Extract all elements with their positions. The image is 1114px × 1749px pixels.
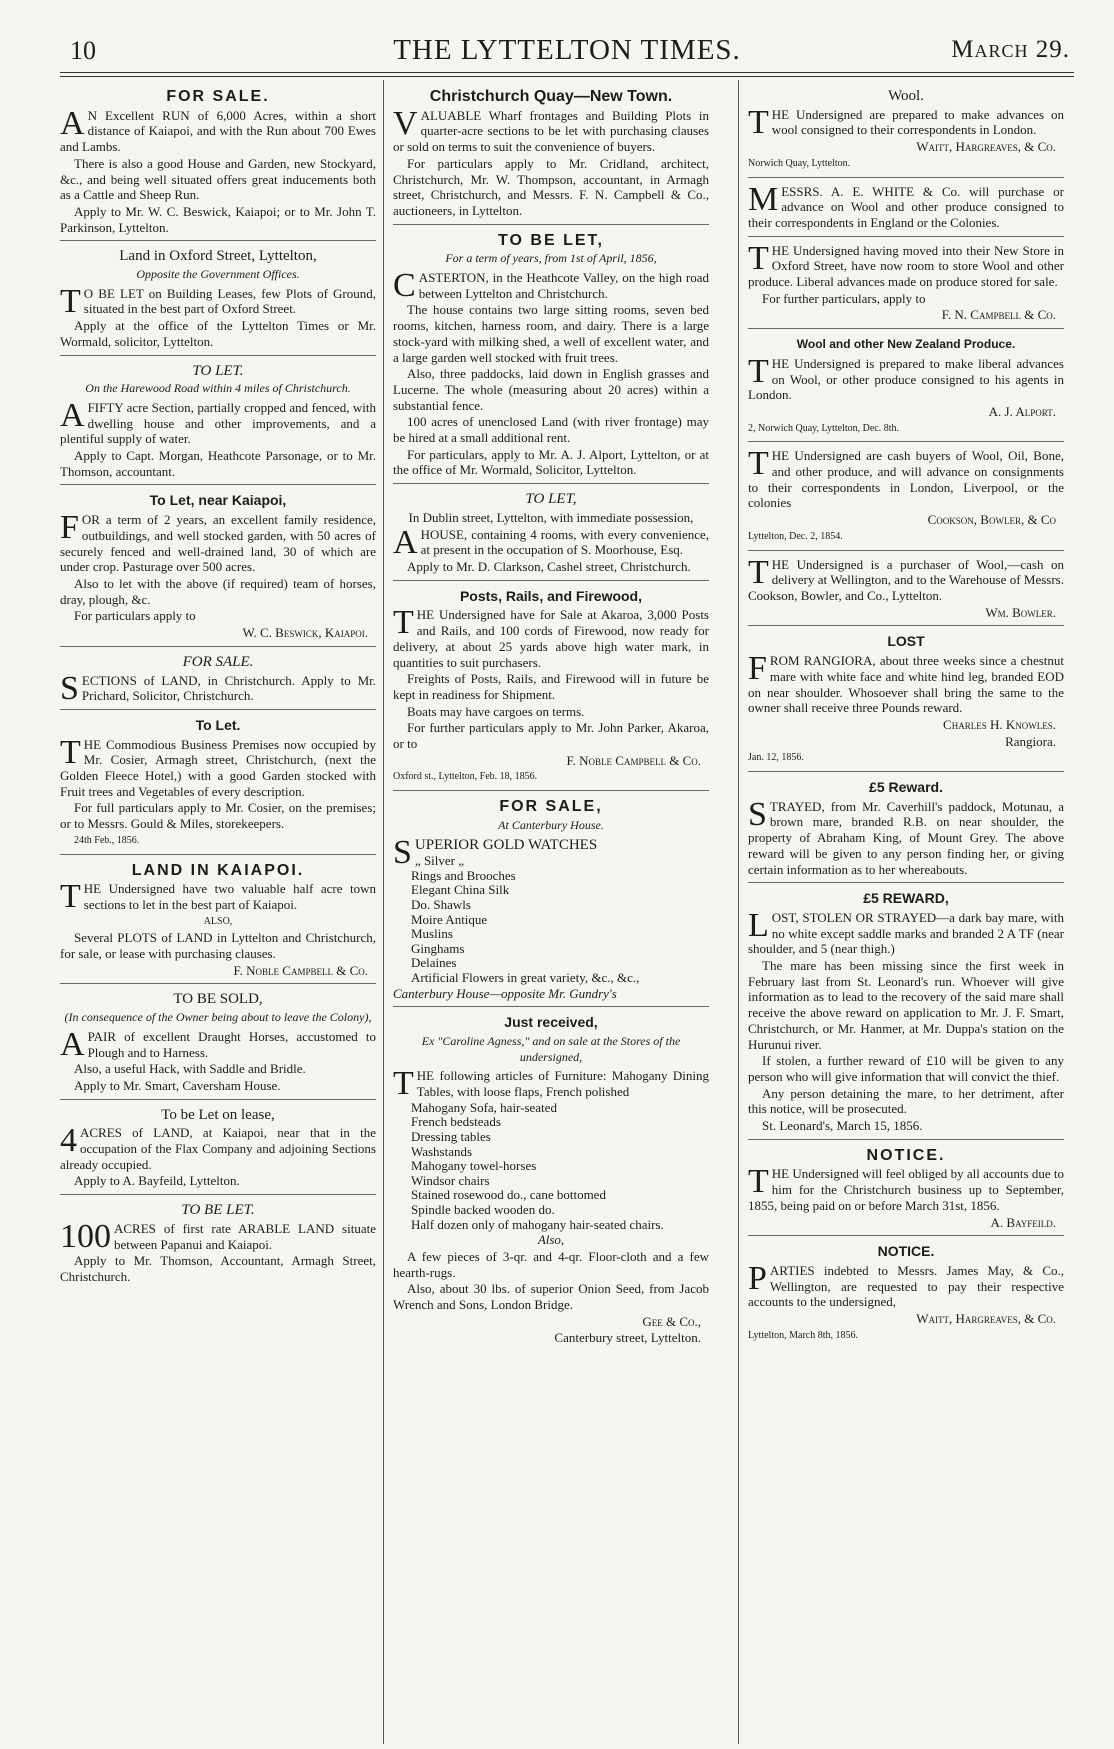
ad-subheading: Ex "Caroline Agness," and on sale at the Stores of the undersigned, xyxy=(421,1033,681,1064)
ad-signature: Waitt, Hargreaves, & Co. xyxy=(916,139,1056,155)
ad-text: Apply to Mr. D. Clarkson, Cashel street, Christchurch. xyxy=(407,558,691,574)
ad-casterton xyxy=(393,228,709,485)
ad-signature: A. Bayfeild. xyxy=(990,1214,1056,1230)
drop-cap: T xyxy=(748,352,769,390)
ad-also: Also, xyxy=(537,1232,565,1248)
list-item: Elegant China Silk xyxy=(411,882,510,898)
masthead-rule xyxy=(60,76,1074,77)
ad-cash-buyers xyxy=(748,445,1064,550)
ad-heading: FOR SALE. xyxy=(166,88,270,105)
ad-oxford-street xyxy=(60,244,376,355)
ad-dublin-street xyxy=(393,487,709,581)
drop-cap: A xyxy=(60,396,85,434)
ad-heading: LOST xyxy=(887,633,925,650)
drop-cap: T xyxy=(748,1163,769,1201)
ad-heading: TO LET, xyxy=(525,491,577,508)
list-item: Stained rosewood do., cane bottomed xyxy=(411,1187,606,1203)
drop-cap: F xyxy=(748,650,767,688)
ad-heading: Wool and other New Zealand Produce. xyxy=(796,337,1016,352)
drop-cap: T xyxy=(748,445,769,483)
drop-cap: T xyxy=(60,733,81,771)
list-item: Muslins xyxy=(411,926,453,942)
drop-cap: V xyxy=(393,104,418,142)
ad-text: N Excellent RUN of 6,000 Acres, within a short distance of Kaiapoi, and with the Run about 700 Ewes and Lambs. xyxy=(60,107,376,155)
drop-cap: C xyxy=(393,267,416,305)
list-item: Mahogany Sofa, hair-seated xyxy=(411,1099,557,1115)
goods-list xyxy=(393,854,709,985)
ad-text: Apply at the office of the Lyttelton Times or Mr. Wormald, solicitor, Lyttelton. xyxy=(60,318,376,349)
ad-arable-land xyxy=(60,1198,376,1290)
ad-five-pound-reward xyxy=(748,775,1064,883)
ad-sections-christchurch xyxy=(60,650,376,710)
ad-date: 24th Feb., 1856. xyxy=(74,834,140,846)
ad-text: HE Undersigned are prepared to make advances on wool consigned to their correspondents in London. xyxy=(771,106,1064,138)
ad-heading: TO BE LET. xyxy=(181,1202,255,1219)
drop-cap: T xyxy=(60,282,81,320)
ad-run-for-sale xyxy=(60,84,376,241)
ad-near-kaiapoi xyxy=(60,488,376,646)
ad-notice-bayfeild xyxy=(748,1143,1064,1237)
ad-white-and-co xyxy=(748,181,1064,237)
ad-text: Also to let with the above (if required) team of horses, dray, plough, &c. xyxy=(60,575,376,607)
ad-text: Also, a useful Hack, with Saddle and Bridle. xyxy=(74,1061,306,1077)
ad-date: Lyttelton, Dec. 2, 1854. xyxy=(748,530,843,542)
ad-text: There is also a good House and Garden, new Stockyard, &c., and being well situated offers great inducements both as a Cattle and Sheep Run. xyxy=(60,155,376,203)
ad-text: Apply to Mr. Thomson, Accountant, Armagh Street, Christchurch. xyxy=(60,1253,376,1284)
column-1 xyxy=(60,84,376,1744)
ad-text: Also, three paddocks, laid down in English grasses and Lucerne. The whole (measuring about 20 acres) within a substantial fence. xyxy=(393,366,709,413)
ad-land-in-kaiapoi xyxy=(60,858,376,985)
ad-text: Freights of Posts, Rails, and Firewood will in future be kept in readiness for Shipment. xyxy=(393,671,709,702)
ad-wool-purchaser xyxy=(748,554,1064,627)
list-item: „ Silver „ xyxy=(414,853,465,869)
ad-heading: Land in Oxford Street, Lyttelton, xyxy=(119,248,317,265)
ad-heading: To Let, near Kaiapoi, xyxy=(149,492,287,509)
ad-text: HE following articles of Furniture: Mahogany Dining Tables, with loose flaps, French polished xyxy=(416,1068,709,1100)
ad-lost-mare xyxy=(748,629,1064,772)
issue-date: March 29. xyxy=(951,36,1070,63)
ad-text: The mare has been missing since the first week in February last from St. Leonard's run. Whoever will give information as to lead to the recovery of the said mare shall receive the above reward on application to Mr. J. F. Smart, Christchurch, or Mr. Hanmer, at Mr. Duppa's station on the Hurunui river. xyxy=(748,958,1064,1052)
ad-text: FIFTY acre Section, partially cropped and fenced, with dwelling house and other improvements, and a plentiful supply of water. xyxy=(60,399,376,447)
drop-cap: M xyxy=(748,180,779,218)
list-item: Half dozen only of mahogany hair-seated chairs. xyxy=(411,1216,664,1232)
ad-heading: Christchurch Quay—New Town. xyxy=(429,88,673,105)
list-item: Mahogany towel-horses xyxy=(411,1158,537,1174)
column-2 xyxy=(393,84,709,1744)
ad-text: ESSRS. A. E. WHITE & Co. will purchase or advance on Wool and other produce consigned to their correspondents in England or the Colonies. xyxy=(748,183,1064,230)
ad-subheading: Opposite the Government Offices. xyxy=(136,267,300,282)
ad-place: Rangiora. xyxy=(1005,733,1056,749)
newspaper-title: THE LYTTELTON TIMES. xyxy=(393,34,741,66)
list-item: Washstands xyxy=(411,1143,473,1159)
ad-draught-horses xyxy=(60,987,376,1099)
ad-text: PAIR of excellent Draught Horses, accustomed to Plough and to Harness. xyxy=(87,1028,376,1060)
drop-cap: T xyxy=(748,103,769,141)
ad-text: If stolen, a further reward of £10 will be given to any person who will give information that will convict the thief. xyxy=(748,1053,1064,1084)
ad-text: ACRES of LAND, at Kaiapoi, near that in the occupation of the Flax Company and adjoining Sections already occupied. xyxy=(60,1125,376,1172)
drop-cap: T xyxy=(393,1065,414,1103)
ad-text: HE Undersigned are cash buyers of Wool, Oil, Bone, and other produce, and will advance on consignments to their correspondents in London, Liverpool, or the colonies xyxy=(748,448,1064,511)
ad-text: A few pieces of 3-qr. and 4-qr. Floor-cloth and a few hearth-rugs. xyxy=(393,1248,709,1280)
ad-signature: Wm. Bowler. xyxy=(985,604,1056,620)
ad-signature: A. J. Alport. xyxy=(988,403,1056,419)
ad-posts-rails-firewood xyxy=(393,584,709,791)
ad-text: O BE LET on Building Leases, few Plots of Ground, situated in the best part of Oxford Street. xyxy=(83,285,376,317)
list-item: French bedsteads xyxy=(411,1114,501,1130)
ad-text: TRAYED, from Mr. Caverhill's paddock, Motunau, a brown mare, branded R.B. on near shoulder, the property of Abraham King, of Mount Grey. The above reward will be given to any person finding her, or giving certain information as to her whereabouts. xyxy=(748,798,1064,877)
ad-signature: Charles H. Knowles. xyxy=(943,716,1056,732)
ad-heading: Just received, xyxy=(504,1014,598,1031)
ad-let-on-lease xyxy=(60,1103,376,1196)
page-number: 10 xyxy=(70,36,96,65)
ad-text: HE Undersigned is a purchaser of Wool,—cash on delivery at Wellington, and to the Warehouse of Messrs. Cookson, Bowler, and Co., Lyttelton. xyxy=(748,556,1064,603)
ad-text: Several PLOTS of LAND in Lyttelton and Christchurch, for sale, or lease with purchasing clauses. xyxy=(60,930,376,962)
ad-text: Apply to A. Bayfeild, Lyttelton. xyxy=(74,1173,240,1189)
ad-heading: FOR SALE. xyxy=(182,653,254,670)
ad-text: ACRES of first rate ARABLE LAND situate between Papanui and Kaiapoi. xyxy=(114,1220,376,1252)
ad-signature: Waitt, Hargreaves, & Co. xyxy=(916,1311,1056,1327)
ad-new-store xyxy=(748,240,1064,330)
ad-text: ASTERTON, in the Heathcote Valley, on the high road between Lyttelton and Christchurch. xyxy=(418,270,709,301)
ad-text: HE Undersigned is prepared to make liberal advances on Wool, or other produce consigned to his agents in London. xyxy=(748,355,1064,403)
ad-signature: Gee & Co., xyxy=(642,1313,701,1329)
ad-heading: TO BE LET, xyxy=(498,231,604,249)
drop-cap: P xyxy=(748,1260,767,1297)
ad-heading: Posts, Rails, and Firewood, xyxy=(459,587,643,604)
ad-text: HE Undersigned have two valuable half acre town sections to let in the best part of Kaiapoi. xyxy=(83,881,376,912)
list-item: Do. Shawls xyxy=(411,897,471,913)
ad-text: In Dublin street, Lyttelton, with immediate possession, xyxy=(408,509,694,525)
ad-text: The house contains two large sitting rooms, seven bed rooms, kitchen, harness room, and dairy. There is a large stock-yard with milking shed, a well of excellent water, and a large garden well stocked with fruit trees. xyxy=(393,302,709,365)
ad-also: ALSO, xyxy=(203,915,233,927)
drop-cap: T xyxy=(393,604,414,642)
ad-furniture xyxy=(393,1010,709,1351)
ad-text: ROM RANGIORA, about three weeks since a chestnut mare with white face and white hind leg, branded EOD on near shoulder. Whosoever shall bring the same to the owner shall receive three Pounds reward. xyxy=(748,653,1064,716)
masthead xyxy=(60,28,1074,73)
ad-nz-produce xyxy=(748,332,1064,442)
ad-text: Apply to Mr. Smart, Caversham House. xyxy=(74,1077,281,1093)
ad-text: Apply to Capt. Morgan, Heathcote Parsonage, or to Mr. Thomson, accountant. xyxy=(60,448,376,479)
ad-subheading: On the Harewood Road within 4 miles of Christchurch. xyxy=(85,381,351,396)
ad-heading: Wool. xyxy=(888,88,924,104)
ad-lost-stolen-strayed xyxy=(748,886,1064,1140)
drop-cap: A xyxy=(60,104,85,142)
list-item: Rings and Brooches xyxy=(411,867,516,883)
drop-cap: T xyxy=(60,878,81,916)
list-item: Windsor chairs xyxy=(411,1172,490,1188)
ad-date: Oxford st., Lyttelton, Feb. 18, 1856. xyxy=(393,771,538,783)
ad-text: For particulars apply to xyxy=(74,608,196,624)
ad-text: HOUSE, containing 4 rooms, with every convenience, at present in the occupation of S. Moorhouse, Esq. xyxy=(420,526,709,558)
ad-address: Canterbury street, Lyttelton. xyxy=(554,1330,701,1346)
ad-text: HE Undersigned have for Sale at Akaroa, 3,000 Posts and Rails, and 100 cords of Firewood, now ready for delivery, at about 25 yards above high water mark, in quantities to suit purchasers. xyxy=(393,607,709,670)
drop-cap: S xyxy=(60,669,79,707)
ad-date: Jan. 12, 1856. xyxy=(748,752,804,764)
list-item: Spindle backed wooden do. xyxy=(411,1201,555,1217)
ad-text: For particulars apply to Mr. Cridland, architect, Christchurch, Mr. W. Thompson, accountant, in Armagh street, Christchurch, and Messrs. F. N. Campbell & Co., auctioneers, in Lyttelton. xyxy=(393,155,709,218)
drop-cap: 4 xyxy=(60,1122,77,1160)
list-item: Delaines xyxy=(411,955,457,971)
ad-signature: W. C. Beswick, Kaiapoi. xyxy=(242,625,368,641)
ad-heading: FOR SALE, xyxy=(499,798,603,816)
ad-canterbury-house xyxy=(393,794,709,1007)
ad-text: OR a term of 2 years, an excellent family residence, outbuildings, and well stocked garden, with 50 acres of securely fenced and well-drained land, 30 of which are under crop. Pasturage over 500 acres. xyxy=(60,512,376,575)
ad-business-premises xyxy=(60,713,376,855)
drop-cap: T xyxy=(748,553,769,591)
ad-text: HE Undersigned will feel obliged by all accounts due to him for the Christchurch business up to September, 1855, being paid on or before March 31st, 1856. xyxy=(748,1166,1064,1213)
ad-text: For further particulars apply to Mr. John Parker, Akaroa, or to xyxy=(393,720,709,752)
ad-signature: F. N. Campbell & Co. xyxy=(941,307,1056,323)
drop-cap: A xyxy=(60,1025,85,1063)
drop-cap: F xyxy=(60,509,79,547)
ad-subheading: (In consequence of the Owner being about to leave the Colony), xyxy=(64,1010,372,1025)
ad-date: Lyttelton, March 8th, 1856. xyxy=(748,1329,858,1341)
ad-text: St. Leonard's, March 15, 1856. xyxy=(762,1118,923,1134)
ad-heading: To be Let on lease, xyxy=(161,1106,275,1123)
ad-text: Apply to Mr. W. C. Beswick, Kaiapoi; or to Mr. John T. Parkinson, Lyttelton. xyxy=(60,203,376,235)
ad-text: For particulars, apply to Mr. A. J. Alport, Lyttelton, or at the office of Mr. Wormald, Solicitor, Lyttelton. xyxy=(393,446,709,478)
ad-text: OST, STOLEN OR STRAYED—a dark bay mare, with no white except saddle marks and branded 2 A TF (near shoulder, and 5 (near thigh.) xyxy=(748,909,1064,957)
list-item: Dressing tables xyxy=(411,1128,491,1144)
drop-cap: T xyxy=(748,239,769,277)
ad-subheading: At Canterbury House. xyxy=(498,817,604,832)
ad-heading: £5 Reward. xyxy=(869,779,943,796)
ad-heading: NOTICE. xyxy=(866,1146,946,1164)
ad-christchurch-quay xyxy=(393,84,709,225)
ad-text: ECTIONS of LAND, in Christchurch. Apply to Mr. Prichard, Solicitor, Christchurch. xyxy=(81,672,376,704)
ad-heading: NOTICE. xyxy=(877,1243,935,1260)
drop-cap: L xyxy=(748,906,769,944)
ad-text: HE Commodious Business Premises now occupied by Mr. Cosier, Armagh street, Christchurch, (next the Golden Fleece Hotel,) with a good Garden stocked with Fruit trees and Vegetables of every description. xyxy=(60,736,376,799)
ad-text: Canterbury House—opposite Mr. Gundry's xyxy=(393,985,617,1001)
ad-heading: TO LET. xyxy=(192,362,244,379)
ad-heading: TO BE SOLD, xyxy=(173,991,263,1008)
ad-signature: Cookson, Bowler, & Co xyxy=(927,512,1056,528)
drop-cap: A xyxy=(393,523,418,561)
drop-cap: 100 xyxy=(60,1217,111,1255)
ad-harewood-road xyxy=(60,359,376,486)
list-item: Moire Antique xyxy=(411,911,488,927)
ad-text: Any person detaining the mare, to her detriment, after this notice, will be prosecuted. xyxy=(748,1085,1064,1117)
column-3 xyxy=(748,84,1064,1744)
column-rule-1 xyxy=(383,80,384,1744)
ad-date: 2, Norwich Quay, Lyttelton, Dec. 8th. xyxy=(748,422,899,434)
ad-subheading: For a term of years, from 1st of April, 1856, xyxy=(445,251,657,266)
ad-heading: LAND IN KAIAPOI. xyxy=(131,861,305,879)
ad-text: For full particulars apply to Mr. Cosier, on the premises; or to Messrs. Gould & Miles, storekeepers. xyxy=(60,800,376,832)
ad-wool xyxy=(748,84,1064,178)
ad-signature: F. Noble Campbell & Co. xyxy=(566,752,701,768)
ad-text: Boats may have cargoes on terms. xyxy=(407,703,585,719)
ad-address: Norwich Quay, Lyttelton. xyxy=(748,157,851,169)
ad-notice-james-may xyxy=(748,1239,1064,1348)
ad-heading: £5 REWARD, xyxy=(863,890,949,907)
ad-text: UPERIOR GOLD WATCHES xyxy=(414,836,598,853)
drop-cap: S xyxy=(393,833,412,871)
ad-text: For further particulars, apply to xyxy=(762,290,926,306)
ad-text: Also, about 30 lbs. of superior Onion Seed, from Jacob Wrench and Sons, London Bridge. xyxy=(393,1281,709,1312)
drop-cap: S xyxy=(748,795,767,833)
list-item: Artificial Flowers in great variety, &c., &c., xyxy=(411,969,640,985)
ad-signature: F. Noble Campbell & Co. xyxy=(233,962,368,978)
column-rule-2 xyxy=(738,80,739,1744)
ad-text: 100 acres of unenclosed Land (with river frontage) may be hired at a small additional rent. xyxy=(393,414,709,446)
furniture-list xyxy=(393,1101,709,1232)
ad-text: HE Undersigned having moved into their New Store in Oxford Street, have now room to store Wool and other produce. Liberal advances made on produce stored for sale. xyxy=(748,242,1064,290)
ad-text: ALUABLE Wharf frontages and Building Plots in quarter-acre sections to be let with purchasing clauses or sold on terms to suit the convenience of buyers. xyxy=(393,107,709,155)
ad-text: ARTIES indebted to Messrs. James May, & Co., Wellington, are requested to pay their respective accounts to the undersigned, xyxy=(748,1263,1064,1310)
ad-heading: To Let. xyxy=(195,716,241,733)
list-item: Ginghams xyxy=(411,940,465,956)
